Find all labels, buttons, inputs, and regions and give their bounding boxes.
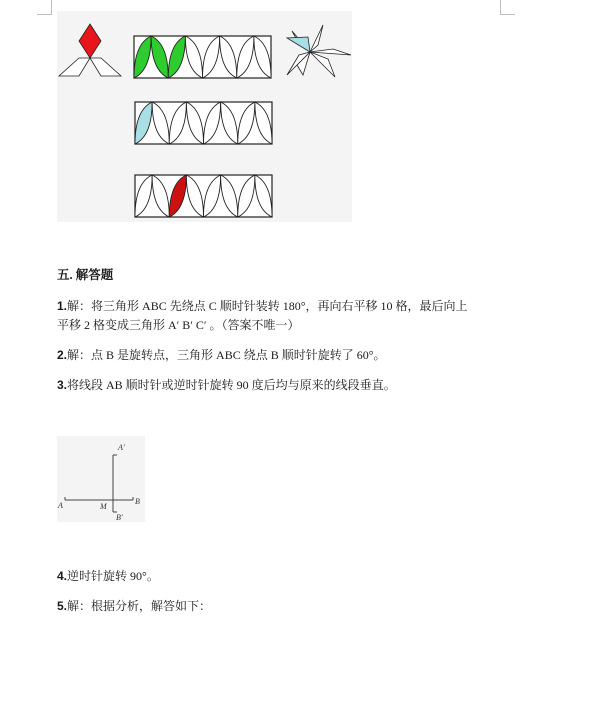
answer-2 xyxy=(57,348,386,362)
answer-4 xyxy=(57,569,159,583)
answer-4-text: 逆时针旋转 90°。 xyxy=(67,569,159,583)
answer-1-number: 1. xyxy=(57,299,68,313)
leaf-strips xyxy=(134,36,272,217)
answer-2-text: 点 B 是旋转点，三角形 ABC 绕点 B 顺时针旋转了 60°。 xyxy=(91,348,386,362)
label-a-prime: A′ xyxy=(118,443,125,452)
page-corner-mark-left xyxy=(37,0,52,15)
label-b: B xyxy=(135,497,140,506)
answer-1-line-1 xyxy=(57,299,468,313)
segment-rotation-figure xyxy=(57,436,145,522)
answer-5 xyxy=(57,599,211,613)
answer-3 xyxy=(57,378,396,392)
answer-5-number: 5. xyxy=(57,599,68,613)
answer-3-text: 将线段 AB 顺时针或逆时针旋转 90 度后均与原来的线段垂直。 xyxy=(67,378,396,392)
section-title: 五. 解答题 xyxy=(57,268,114,282)
pattern-figure-drawing xyxy=(57,11,352,222)
answer-3-number: 3. xyxy=(57,378,68,392)
answer-5-label: 解： xyxy=(67,599,92,613)
answer-1-text: 将三角形 ABC 先绕点 C 顺时针装转 180°，再向右平移 10 格，最后向上 xyxy=(91,299,468,313)
label-m: M xyxy=(100,502,107,511)
page-corner-mark-right xyxy=(500,0,515,15)
pinwheel-shape xyxy=(287,25,351,77)
answer-5-text: 根据分析，解答如下： xyxy=(91,599,212,613)
segment-rotation-drawing xyxy=(57,436,145,522)
answer-2-number: 2. xyxy=(57,348,68,362)
diamond-shape xyxy=(59,24,121,76)
answer-1-label: 解： xyxy=(67,299,92,313)
label-b-prime: B′ xyxy=(116,513,123,522)
pattern-figure xyxy=(57,11,352,222)
answer-1-line-2: 平移 2 格变成三角形 A′ B′ C′ 。（答案不唯一） xyxy=(57,318,300,332)
label-a: A xyxy=(58,501,63,510)
answer-4-number: 4. xyxy=(57,569,68,583)
answer-2-label: 解： xyxy=(67,348,92,362)
